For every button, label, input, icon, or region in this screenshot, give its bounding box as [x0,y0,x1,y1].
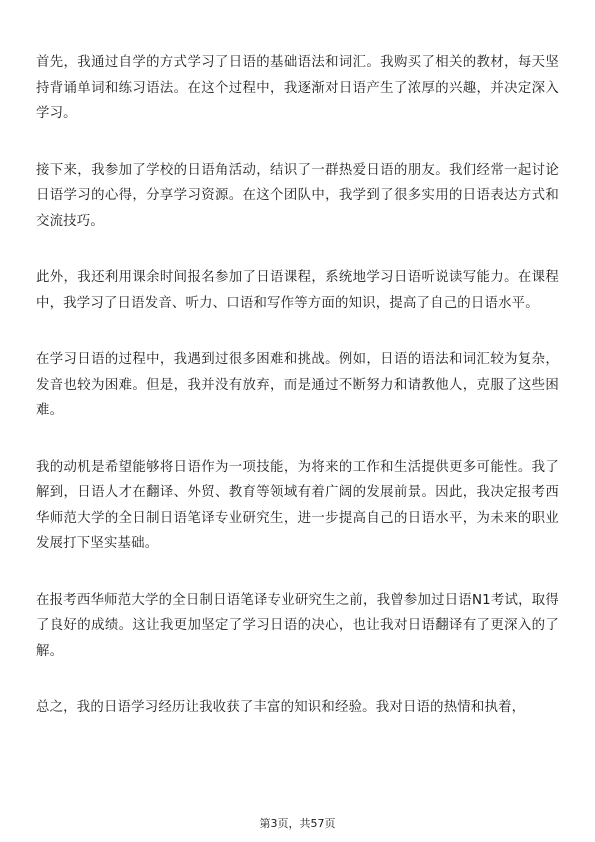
paragraph-n1-exam: 在报考西华师范大学的全日制日语笔译专业研究生之前，我曾参加过日语N1考试，取得了良好的成绩。这让我更加坚定了学习日语的决心，也让我对日语翻译有了更深入的了解。 [36,592,559,659]
paragraph-motivation: 我的动机是希望能够将日语作为一项技能，为将来的工作和生活提供更多可能性。我了解到，日语人才在翻译、外贸、教育等领域有着广阔的发展前景。因此，我决定报考西华师范大学的全日制日语笔译专业研究生，进一步提高自己的日语水平，为未来的职业发展打下坚实基础。 [36,459,559,551]
paragraph-conclusion: 总之，我的日语学习经历让我收获了丰富的知识和经验。我对日语的热情和执着， [36,700,526,715]
page-number-footer: 第3页，共57页 [259,817,336,830]
paragraph-self-study: 首先，我通过自学的方式学习了日语的基础语法和词汇。我购买了相关的教材，每天坚持背诵单词和练习语法。在这个过程中，我逐渐对日语产生了浓厚的兴趣，并决定深入学习。 [36,55,559,121]
paragraph-japanese-corner: 接下来，我参加了学校的日语角活动，结识了一群热爱日语的朋友。我们经常一起讨论日语学习的心得，分享学习资源。在这个团队中，我学到了很多实用的日语表达方式和交流技巧。 [36,162,559,229]
paragraph-course: 此外，我还利用课余时间报名参加了日语课程，系统地学习日语听说读写能力。在课程中，我学习了日语发音、听力、口语和写作等方面的知识，提高了自己的日语水平。 [36,270,559,311]
document-body [36,50,559,721]
paragraph-difficulties: 在学习日语的过程中，我遇到过很多困难和挑战。例如，日语的语法和词汇较为复杂，发音也较为困难。但是，我并没有放弃，而是通过不断努力和请教他人，克服了这些困难。 [36,352,559,418]
